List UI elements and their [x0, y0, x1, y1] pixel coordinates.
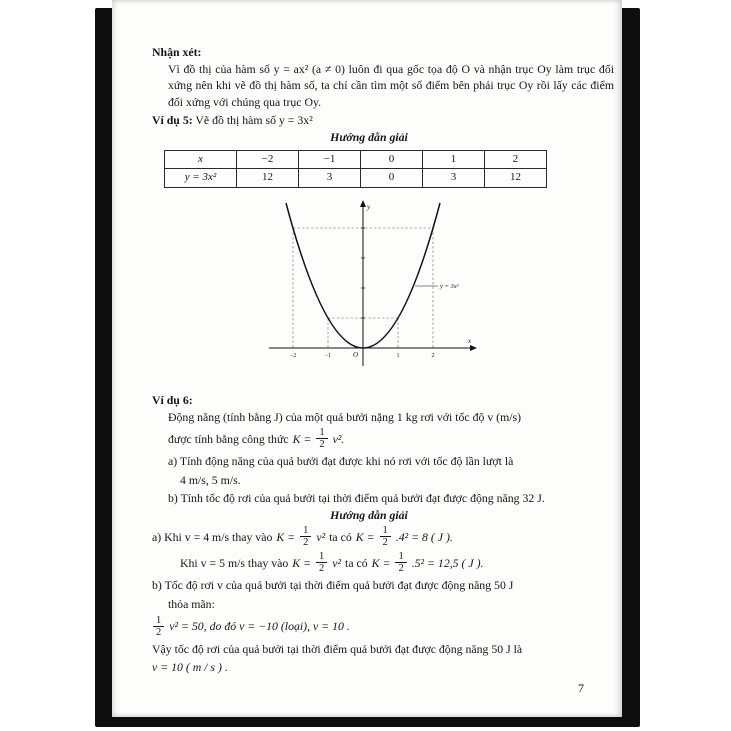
- fraction-numerator: 1: [300, 525, 311, 537]
- fraction-one-half: [316, 551, 327, 574]
- solution-a-line2: [180, 550, 586, 575]
- example6-intro-line2: [168, 426, 586, 451]
- sa2-pre: Khi v = 5 m/s thay vào: [180, 555, 289, 570]
- table-cell: 2: [485, 151, 547, 169]
- fraction-denominator: 2: [156, 626, 162, 638]
- table-cell: 12: [237, 169, 299, 187]
- table-cell: 0: [361, 151, 423, 169]
- table-cell: 3: [299, 169, 361, 187]
- fraction-one-half: [395, 551, 406, 574]
- table-header-cell: x: [165, 151, 237, 169]
- solution-b-line2: thỏa mãn:: [168, 597, 215, 611]
- k-equals: K =: [292, 555, 312, 570]
- parabola-graph-svg: [253, 198, 485, 384]
- fraction-numerator: 1: [380, 525, 391, 537]
- fraction-denominator: 2: [382, 537, 388, 549]
- table-cell: −1: [299, 151, 361, 169]
- example5-label: Ví dụ 5:: [152, 113, 193, 128]
- fraction-denominator: 2: [303, 537, 309, 549]
- table-cell: 12: [485, 169, 547, 187]
- solution-heading-2: Hướng dẫn giải: [330, 507, 408, 522]
- solution-heading-1: Hướng dẫn giải: [330, 129, 408, 144]
- question-b: b) Tính tốc độ rơi của quả bưởi tại thời điểm quả bưởi đạt được động năng 32 J.: [168, 491, 545, 506]
- example6-intro-line1: Động năng (tính bằng J) của một quả bưởi nặng 1 kg rơi với tốc độ v (m/s): [168, 409, 522, 424]
- v-squared: v².: [332, 431, 345, 446]
- v-squared: v²: [316, 529, 326, 544]
- y-axis-label: y: [367, 202, 371, 211]
- fraction-one-half: [316, 427, 327, 450]
- fraction-one-half: [153, 615, 164, 638]
- k-equals: K =: [371, 555, 391, 570]
- fraction-one-half: [300, 525, 311, 548]
- intro2-text: được tính bằng công thức: [168, 431, 289, 446]
- table-row-x: [165, 151, 547, 169]
- table-cell: 3: [423, 169, 485, 187]
- sa1-pre: a) Khi v = 4 m/s thay vào: [152, 529, 273, 544]
- page-number: 7: [578, 681, 584, 696]
- y-axis-arrow: [360, 200, 366, 207]
- table-cell: 1: [423, 151, 485, 169]
- question-a-line2: 4 m/s, 5 m/s.: [180, 472, 241, 487]
- example5-statement: Vẽ đồ thị hàm số y = 3x²: [192, 113, 313, 128]
- table-header-cell: y = 3x²: [165, 169, 237, 187]
- k-equals: K =: [292, 431, 312, 446]
- table-row-y: [165, 169, 547, 187]
- fraction-one-half: [380, 525, 391, 548]
- x-tick-label: −2: [289, 352, 297, 359]
- sa1-post: .4² = 8 ( J ).: [395, 529, 453, 544]
- x-tick-label: 2: [431, 352, 435, 359]
- sa1-mid: ta có: [329, 529, 352, 544]
- x-tick-label: 1: [396, 352, 400, 359]
- sa2-mid: ta có: [345, 555, 368, 570]
- k-equals: K =: [276, 529, 296, 544]
- remark-heading: Nhận xét:: [152, 45, 202, 59]
- fraction-numerator: 1: [316, 551, 327, 563]
- sa2-post: .5² = 12,5 ( J ).: [411, 555, 484, 570]
- value-table: [164, 150, 547, 188]
- example5-line: [152, 112, 586, 129]
- origin-label: O: [353, 350, 359, 359]
- x-tick-label: −1: [324, 352, 332, 359]
- fraction-numerator: 1: [153, 615, 164, 627]
- solution-b-conclusion2: v = 10 ( m / s ) .: [152, 660, 228, 675]
- fraction-numerator: 1: [395, 551, 406, 563]
- v-squared: v²: [332, 555, 342, 570]
- fraction-denominator: 2: [319, 439, 325, 451]
- question-a-line1: a) Tính động năng của quả bưởi đạt được khi nó rơi với tốc độ lần lượt là: [168, 454, 514, 469]
- table-cell: −2: [237, 151, 299, 169]
- sb3-post: v² = 50, do đó v = −10 (loại), v = 10 .: [169, 618, 350, 633]
- fraction-numerator: 1: [316, 427, 327, 439]
- curve-label: y = 3x²: [440, 282, 459, 290]
- solution-a-line1: [152, 524, 586, 549]
- document-page: [112, 0, 622, 717]
- fraction-denominator: 2: [398, 563, 404, 575]
- solution-b-equation: [152, 614, 586, 639]
- fraction-denominator: 2: [319, 563, 325, 575]
- solution-b-conclusion1: Vậy tốc độ rơi của quả bưởi tại thời điểm quả bưởi đạt được động năng 50 J là: [152, 641, 523, 656]
- x-axis-arrow: [470, 345, 477, 351]
- x-axis-label: x: [468, 336, 472, 345]
- parabola-graph: [253, 198, 485, 389]
- k-equals: K =: [355, 529, 375, 544]
- table-cell: 0: [361, 169, 423, 187]
- example6-label: Ví dụ 6:: [152, 393, 193, 408]
- remark-text: Vì đồ thị của hàm số y = ax² (a ≠ 0) luôn đi qua gốc tọa độ O và nhận trục Oy làm trục đối xứng nên khi vẽ đồ thị hàm số, ta chỉ cần tìm một số điểm bên phải trục Oy rồi lấy các điểm đối xứng với chúng qua trục Oy.: [168, 61, 614, 109]
- solution-b-line1: b) Tốc độ rơi v của quả bưởi tại thời điểm quả bưởi đạt được động năng 50 J: [152, 578, 514, 593]
